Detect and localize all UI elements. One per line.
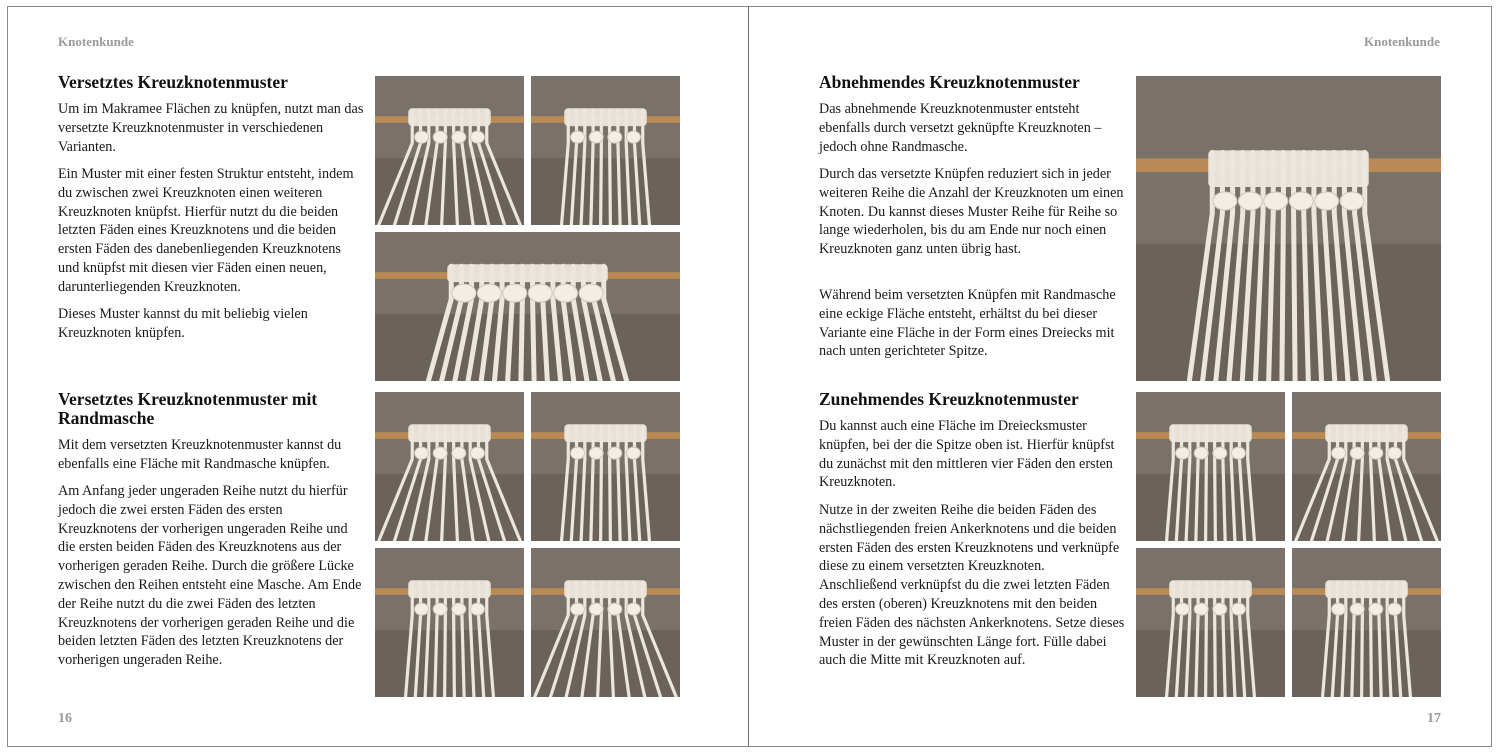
macrame-photo [375, 76, 524, 225]
left-s1-paragraph-2: Ein Muster mit einer festen Struktur entsteht, indem du zwischen zwei Kreuzknoten einen weiteren Kreuzknoten knüpfst. Hierfür nutzt du die beiden letzten Fäden eines Kreuzknotens und die beiden ersten Fäden des danebenliegenden Kreuzknotens und knüpfst mit diesen vier Fäden einen neuen, darunterliegenden Kreuzknoten. [58, 166, 354, 295]
right-s2-paragraph-2: Nutze in der zweiten Reihe die beiden Fäden des nächstliegenden freien Ankerknotens und die beiden ersten Fäden des ersten Kreuzknotens und verknüpfe diese zu einem versetzten Kreuzknoten. Anschließend verknüpfst du die zwei letzten Fäden des ersten (oberen) Kreuzknotens mit den beiden freien Fäden des nächsten Ankerknotens. Setze dieses Muster in der gewünschten Länge fort. Fülle dabei auch die Mitte mit Kreuzknoten auf. [819, 502, 1125, 669]
right-s2-paragraph-1: Du kannst auch eine Fläche im Dreiecksmuster knüpfen, bei der die Spitze oben ist. Hierfür knüpfst du zunächst mit den mittleren vier Fäden den ersten Kreuzknoten. [819, 418, 1115, 491]
left-page-number: 16 [58, 711, 72, 726]
macrame-photo [1136, 76, 1441, 381]
left-s1-paragraph-1: Um im Makramee Flächen zu knüpfen, nutzt man das versetzte Kreuzknotenmuster in verschiedenen Varianten. [58, 101, 364, 155]
left-s2-paragraph-1: Mit dem versetzten Kreuzknotenmuster kannst du ebenfalls eine Fläche mit Randmasche knüpfen. [58, 437, 342, 472]
right-s1-paragraph-2: Durch das versetzte Knüpfen reduziert sich in jeder weiteren Reihe die Anzahl der Kreuzknoten um einen Knoten. Du kannst dieses Muster Reihe für Reihe so lange wiederholen, bis du am Ende nur noch einen Kreuzknoten ganz unten übrig hast. [819, 166, 1124, 258]
macrame-photo [1136, 392, 1285, 541]
macrame-photo [375, 232, 680, 381]
right-s1-paragraph-1: Das abnehmende Kreuzknotenmuster entsteht ebenfalls durch versetzt geknüpfte Kreuzknoten – jedoch ohne Randmasche. [819, 101, 1102, 155]
macrame-photo [375, 392, 524, 541]
right-running-head: Knotenkunde [1364, 34, 1440, 49]
page-gutter [748, 6, 749, 747]
macrame-photo [375, 548, 524, 697]
left-heading-2: Versetztes Kreuzknotenmuster mit Randmasche [58, 389, 318, 428]
macrame-photo [531, 548, 680, 697]
right-heading-2: Zunehmendes Kreuzknotenmuster [819, 389, 1079, 409]
left-heading-1: Versetztes Kreuzknotenmuster [58, 72, 288, 92]
macrame-photo [531, 76, 680, 225]
right-s1-paragraph-3: Während beim versetzten Knüpfen mit Randmasche eine eckige Fläche entsteht, erhältst du bei dieser Variante eine Fläche in der Form eines Dreiecks mit nach unten gerichteter Spitze. [819, 287, 1116, 360]
left-running-head: Knotenkunde [58, 34, 134, 49]
right-page-number: 17 [1427, 711, 1441, 726]
macrame-photo [531, 392, 680, 541]
left-s2-paragraph-2: Am Anfang jeder ungeraden Reihe nutzt du hierfür jedoch die zwei ersten Fäden des ersten Kreuzknotens der vorherigen ungeraden Reihe und die ersten beiden Fäden des Kreuzknotens aus der vorherigen geraden Reihe. Durch die größere Lücke zwischen den Reihen entsteht eine Masche. Am Ende der Reihe nutzt du die zwei Fäden des letzten Kreuzknotens der vorherigen geraden Reihe und die beiden letzten Fäden des letzten Kreuzknotens der vorherigen ungeraden Reihe. [58, 483, 362, 669]
left-s1-paragraph-3: Dieses Muster kannst du mit beliebig vielen Kreuzknoten knüpfen. [58, 306, 308, 341]
macrame-photo [1136, 548, 1285, 697]
right-heading-1: Abnehmendes Kreuzknotenmuster [819, 72, 1080, 92]
macrame-photo [1292, 548, 1441, 697]
macrame-photo [1292, 392, 1441, 541]
